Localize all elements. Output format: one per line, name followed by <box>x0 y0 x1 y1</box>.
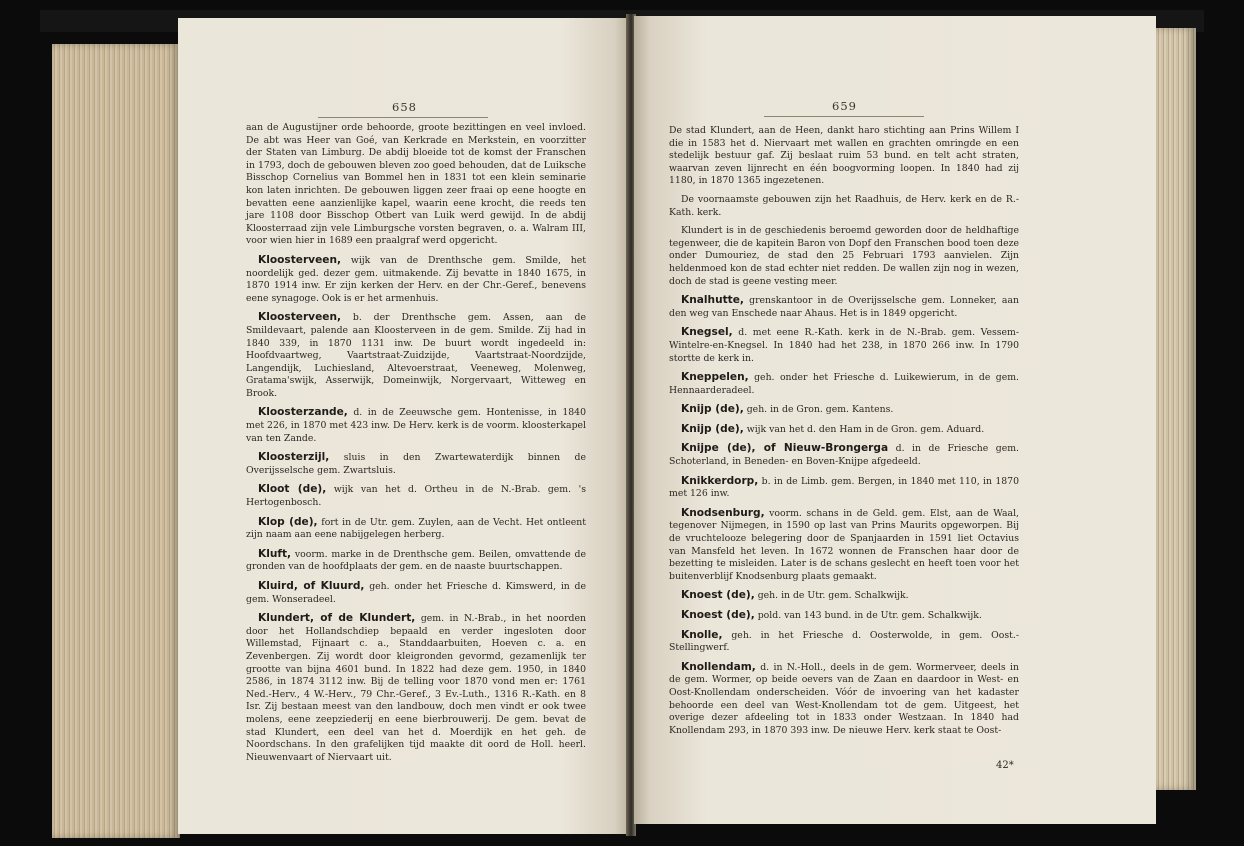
entry-text: pold. van 143 bund. in de Utr. gem. Schalkwijk. <box>757 610 982 621</box>
entry-text: d. in N.-Holl., deels in de gem. Wormerveer, deels in de gem. Wormer, op beide oevers van de Zaan en daardoor in West- en Oost-Knollendam onderscheiden. Vóór de invoering van het kadaster behoorde een deel van West-Knollendam tot de gem. Uitgeest, het overige dezer afdeeling tot in 1833 onder Westzaan. In 1840 had Knollendam 293, in 1870 393 inw. De nieuwe Herv. kerk staat te Oost- <box>669 661 1019 736</box>
right-text-column <box>669 125 1019 743</box>
entry-text: wijk van het d. den Ham in de Gron. gem. Aduard. <box>746 423 985 435</box>
right-page-number: 659 <box>832 99 857 113</box>
signature-mark: 42* <box>996 760 1014 771</box>
left-continuation: aan de Augustijner orde behoorde, groote bezittingen en veel invloed. De abt was Heer van Goé, van Kerkrade en Merkstein, en voorzitter der Staten van Limburg. De abdij bloeide tot de komst der Franschen in 1793, doch de gebouwen bleven zoo goed behouden, dat de Luiksche Bisschop Cornelius van Bommel hen in 1831 tot een klein seminarie kon laten inrichten. De gebouwen liggen zeer fraai op eene hoogte en bevatten eene aanzienlijke kapel, waarin eene krocht, die reeds ten jare 1108 door Bisschop Otbert van Luik werd gewijd. In de abdij Kloosterraad zijn vele Limburgsche vorsten begraven, o. a. Walram III, voor wien hier in 1689 een praalgraf werd opgericht. <box>246 122 586 247</box>
entry-text: b. der Drenthsche gem. Assen, aan de Smildevaart, palende aan Kloosterveen in de gem. Smilde. Zij had in 1840 339, in 1870 1131 inw. De buurt wordt ingedeeld in: Hoofdvaartweg, Vaartstraat-Zuidzijde, Vaartstraat-Noordzijde, Langendijk, Luchiesland, Altevoerstraat, Veeneweg, Molenweg, Gratama'swijk, Asserwijk, Domeinwijk, Norgervaart, Witteweg en Brook. <box>246 312 586 399</box>
dictionary-entry <box>246 451 586 477</box>
left-text-column <box>246 122 586 770</box>
entry-text: geh. in de Gron. gem. Kantens. <box>746 404 894 416</box>
entry-headword: Kloosterzijl, <box>258 451 330 464</box>
right_page-continuation-paragraph: De voornaamste gebouwen zijn het Raadhuis, de Herv. kerk en de R.-Kath. kerk. <box>669 193 1019 218</box>
entry-headword: Knikkerdorp, <box>681 474 759 487</box>
dictionary-entry <box>669 507 1019 584</box>
entry-text: b. in de Limb. gem. Bergen, in 1840 met 110, in 1870 met 126 inw. <box>669 475 1019 500</box>
entry-headword: Knijp (de), <box>681 422 744 435</box>
right-page-block-edge <box>1156 28 1196 790</box>
entry-text: fort in de Utr. gem. Zuylen, aan de Vecht. Het ontleent zijn naam aan eene nabijgelegen herberg. <box>246 516 586 541</box>
entry-headword: Kloosterveen, <box>258 253 342 266</box>
entry-headword: Knodsenburg, <box>681 506 765 519</box>
entry-text: geh. in het Friesche d. Oosterwolde, in gem. Oost.-Stellingwerf. <box>669 629 1019 654</box>
entry-text: d. met eene R.-Kath. kerk in de N.-Brab. gem. Vessem-Wintelre-en-Knegsel. In 1840 had het 238, in 1870 266 inw. In 1790 stortte de kerk in. <box>669 327 1019 364</box>
dictionary-entry <box>669 371 1019 397</box>
entry-headword: Knolle, <box>681 628 723 641</box>
dictionary-entry <box>669 609 1019 623</box>
dictionary-entry <box>246 483 586 509</box>
dictionary-entry <box>246 254 586 305</box>
entry-text: geh. in de Utr. gem. Schalkwijk. <box>757 590 909 602</box>
dictionary-entry <box>246 580 586 606</box>
right-header-rule <box>764 116 924 117</box>
entry-text: gem. in N.-Brab., in het noorden door het Hollandschdiep bepaald en verder ingesloten door Willemstad, Fijnaart c. a., Standdaarbuiten, Hoeven c. a. en Zevenbergen. Zij wordt door kleigronden gevormd, gezamenlijk ter grootte van bijna 4601 bund. In 1822 had deze gem. 1950, in 1840 2586, in 1874 3112 inw. Bij de telling voor 1870 vond men er: 1761 Ned.-Herv., 4 W.-Herv., 79 Chr.-Geref., 3 Ev.-Luth., 1316 R.-Kath. en 8 Isr. Zij bestaan meest van den landbouw, doch men vindt er ook twee molens, eene zeepziederij en eene bierbrouwerij. De gem. bevat de stad Klundert, een deel van het d. Moerdijk en het geh. de Noordschans. In den grafelijken tijd maakte dit oord de Holl. heerl. Nieuwenvaart of Niervaart uit. <box>246 613 586 763</box>
entry-text: d. in de Zeeuwsche gem. Hontenisse, in 1840 met 226, in 1870 met 423 inw. De Herv. kerk is de voorm. kloosterkapel van ten Zande. <box>246 407 586 444</box>
entry-text: wijk van de Drenthsche gem. Smilde, het noordelijk ged. dezer gem. uitmakende. Zij bevatte in 1840 1675, in 1870 1914 inw. Er zijn kerken der Herv. en der Chr.-Geref., benevens eene synagoge. Ook is er het armenhuis. <box>246 254 586 304</box>
entry-headword: Knoest (de), <box>681 589 755 602</box>
right-page <box>634 16 1156 824</box>
dictionary-entry <box>669 475 1019 501</box>
entry-headword: Knalhutte, <box>681 294 744 307</box>
entry-headword: Klundert, of de Klundert, <box>258 612 416 625</box>
entry-headword: Knijpe (de), of Nieuw-Brongerga <box>681 442 889 455</box>
entry-text: voorm. schans in de Geld. gem. Elst, aan de Waal, tegenover Nijmegen, in 1590 op last van Prins Maurits opgeworpen. Bij de vruchtelooze belegering door de Spanjaarden in 1591 liet Octavius van Mansfeld het leven. In 1672 wonnen de Franschen haar door de bezetting te misleiden. Later is de schans geslecht en heeft toen voor het buitenverblijf Knodsenburg plaats gemaakt. <box>669 507 1019 582</box>
entry-text: d. in de Friesche gem. Schoterland, in Beneden- en Boven-Knijpe afgedeeld. <box>669 443 1020 468</box>
entry-headword: Kloot (de), <box>258 483 327 496</box>
entry-text: geh. onder het Friesche d. Kimswerd, in de gem. Wonseradeel. <box>246 581 586 605</box>
left-page-block-edge <box>52 44 180 838</box>
entry-text: geh. onder het Friesche d. Luikewierum, in de gem. Hennaarderadeel. <box>669 372 1019 396</box>
left-page-number: 658 <box>392 100 417 114</box>
dictionary-entry <box>669 661 1019 738</box>
left-page <box>178 18 628 834</box>
dictionary-entry <box>669 442 1019 468</box>
dictionary-entry <box>246 311 586 400</box>
left-header-rule <box>318 117 488 118</box>
entry-headword: Knollendam, <box>681 660 756 673</box>
dictionary-entry <box>669 589 1019 603</box>
dictionary-entry <box>246 612 586 764</box>
entry-text: wijk van het d. Ortheu in de N.-Brab. gem. 's Hertogenbosch. <box>246 484 586 509</box>
dictionary-entry <box>246 516 586 542</box>
entry-headword: Kluft, <box>258 547 292 560</box>
entry-headword: Kloosterveen, <box>258 311 342 324</box>
dictionary-entry <box>669 423 1019 437</box>
entry-headword: Knoest (de), <box>681 609 755 621</box>
dictionary-entry <box>669 403 1019 417</box>
entry-headword: Kloosterzande, <box>258 406 348 419</box>
entry-text: sluis in den Zwartewaterdijk binnen de Overijsselsche gem. Zwartsluis. <box>246 452 586 476</box>
dictionary-entry <box>246 406 586 445</box>
entry-text: voorm. marke in de Drenthsche gem. Beilen, omvattende de gronden van de hoofdplaats der gem. en de naaste buurtschappen. <box>246 548 586 573</box>
entry-headword: Knegsel, <box>681 326 733 339</box>
dictionary-entry <box>669 326 1019 365</box>
dictionary-entry <box>669 294 1019 320</box>
entry-headword: Kneppelen, <box>681 371 749 384</box>
entry-text: grenskantoor in de Overijsselsche gem. Lonneker, aan den weg van Enschede naar Ahaus. Het is in 1849 opgericht. <box>669 295 1019 319</box>
entry-headword: Klop (de), <box>258 515 318 528</box>
dictionary-entry <box>669 629 1019 655</box>
dictionary-entry <box>246 548 586 574</box>
entry-headword: Knijp (de), <box>681 403 744 416</box>
right_page-continuation-paragraph: De stad Klundert, aan de Heen, dankt haro stichting aan Prins Willem I die in 1583 het d. Niervaart met wallen en grachten omringde en een stedelijk bestuur gaf. Zij beslaat ruim 53 bund. en telt acht straten, waarvan zeven lijnrecht en één boogvorming loopen. In 1840 had zij 1180, in 1870 1365 ingezetenen. <box>669 125 1019 187</box>
right_page-continuation-paragraph: Klundert is in de geschiedenis beroemd geworden door de heldhaftige tegenweer, die de kapitein Baron von Dopf den Franschen bood toen deze onder Dumouriez, de stad den 25 Februari 1793 aanvielen. Zijn heldenmoed kon de stad echter niet redden. De wallen zijn nog in wezen, doch de stad is geene vesting meer. <box>669 225 1019 287</box>
entry-headword: Kluird, of Kluurd, <box>258 580 365 592</box>
